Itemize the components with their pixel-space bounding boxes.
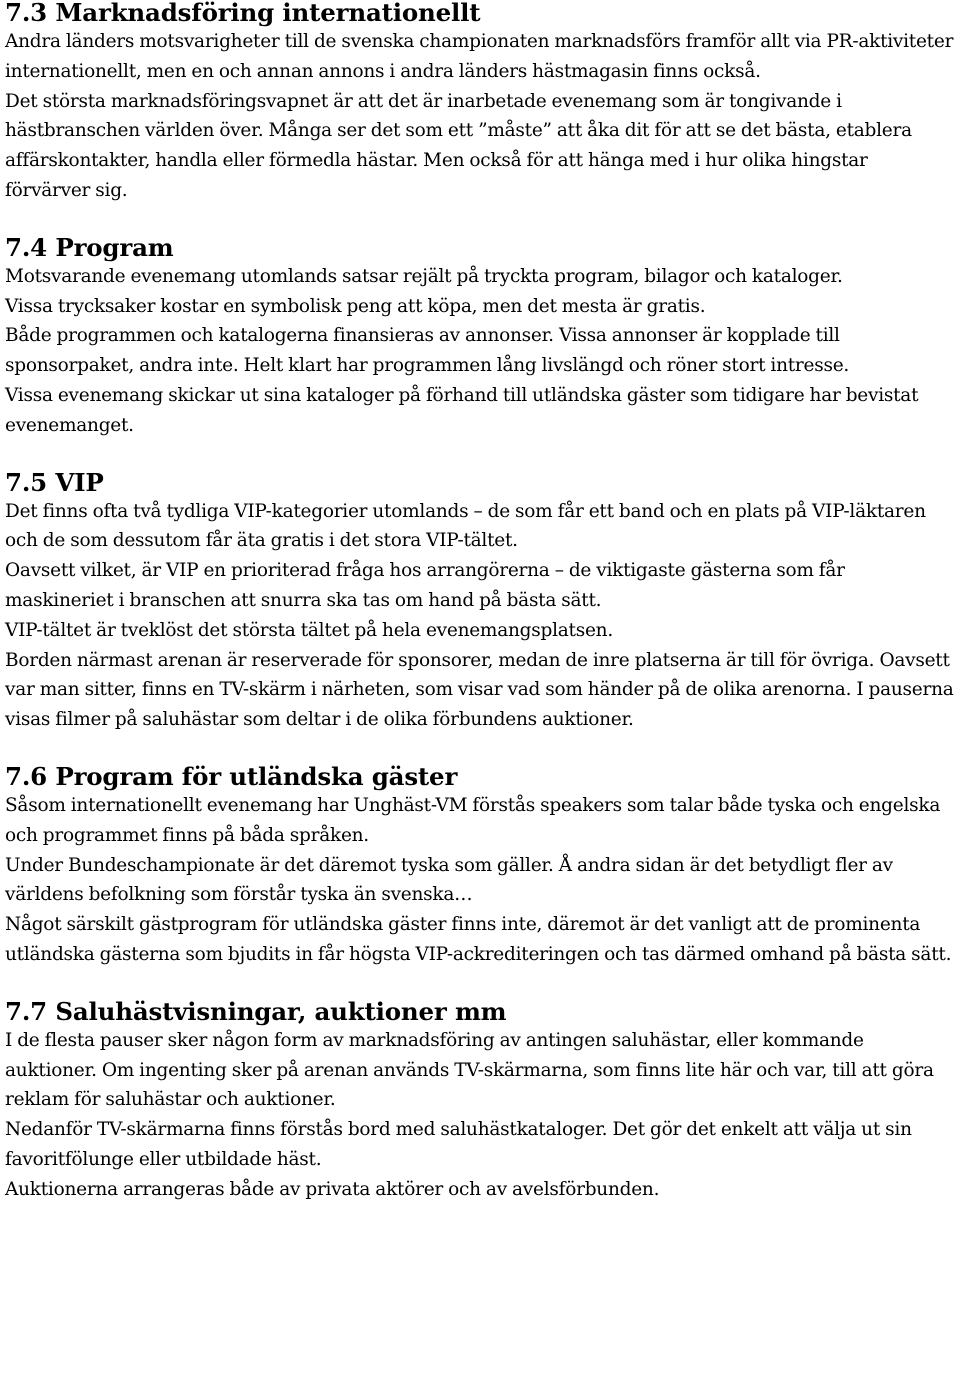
section-heading: 7.7 Saluhästvisningar, auktioner mm [5,996,507,1026]
section-heading: 7.5 VIP [5,467,104,497]
paragraph: I de flesta pauser sker någon form av marknadsföring av antingen saluhästar, eller kommande auktioner. Om ingenting sker på arenan används TV-skärmarna, som finns lite här och var, till att göra reklam för saluhästar och auktioner. [5,1029,934,1111]
section-heading: 7.4 Program [5,232,174,262]
paragraph: Det största marknadsföringsvapnet är att det är inarbetade evenemang som är tongivande i hästbranschen världen över. Många ser det som ett ”måste” att åka dit för att se det bästa, etablera affärskontakter, handla eller förmedla hästar. Men också för att hänga med i hur olika hingstar förvärver sig. [5,90,912,201]
paragraph: Vissa evenemang skickar ut sina kataloger på förhand till utländska gäster som tidigare har bevistat evenemanget. [5,384,919,436]
paragraph: Nedanför TV-skärmarna finns förstås bord med saluhästkataloger. Det gör det enkelt att välja ut sin favoritfölunge eller utbildade häst. [5,1119,912,1170]
paragraph: Borden närmast arenan är reserverade för sponsorer, medan de inre platserna är till för övriga. Oavsett var man sitter, finns en TV-skärm i närheten, som visar vad som händer på de olika arenorna. I pauserna visas filmer på saluhästar som deltar i de olika förbundens auktioner. [5,649,954,731]
section-marknadsforing [5,0,957,206]
section-vip [5,467,957,735]
paragraph: Både programmen och katalogerna finansieras av annonser. Vissa annonser är kopplade till sponsorpaket, andra inte. Helt klart har programmen lång livslängd och röner stort intresse. [5,325,850,377]
section-program [5,232,957,441]
paragraph: Såsom internationellt evenemang har Unghäst-VM förstås speakers som talar både tyska och engelska och programmet finns på båda språken. [5,794,941,846]
section-heading: 7.3 Marknadsföring internationellt [5,0,481,27]
document-body [5,0,957,1205]
section-heading: 7.6 Program för utländska gäster [5,761,458,791]
paragraph: Motsvarande evenemang utomlands satsar rejält på tryckta program, bilagor och kataloger. [5,265,843,287]
paragraph: Under Bundeschampionate är det däremot tyska som gäller. Å andra sidan är det betydligt fler av världens befolkning som förstår tyska än svenska… [5,854,893,906]
paragraph: Auktionerna arrangeras både av privata aktörer och av avelsförbunden. [5,1178,660,1200]
paragraph: Vissa trycksaker kostar en symbolisk peng att köpa, men det mesta är gratis. [5,295,706,317]
paragraph: VIP-tältet är tveklöst det största tältet på hela evenemangsplatsen. [5,619,613,641]
section-program-utlandska-gaster [5,761,957,970]
paragraph: Andra länders motsvarigheter till de svenska championaten marknadsförs framför allt via PR-aktiviteter internationellt, men en och annan annons i andra länders hästmagasin finns också. [5,31,954,82]
section-saluhastvisningar [5,996,957,1205]
paragraph: Det finns ofta två tydliga VIP-kategorier utomlands – de som får ett band och en plats på VIP-läktaren och de som dessutom får äta gratis i det stora VIP-tältet. [5,500,926,552]
paragraph: Något särskilt gästprogram för utländska gäster finns inte, däremot är det vanligt att de prominenta utländska gästerna som bjudits in får högsta VIP-ackrediteringen och tas därmed omhand på bästa sätt. [5,914,952,965]
paragraph: Oavsett vilket, är VIP en prioriterad fråga hos arrangörerna – de viktigaste gästerna som får maskineriet i branschen att snurra ska tas om hand på bästa sätt. [5,560,845,611]
